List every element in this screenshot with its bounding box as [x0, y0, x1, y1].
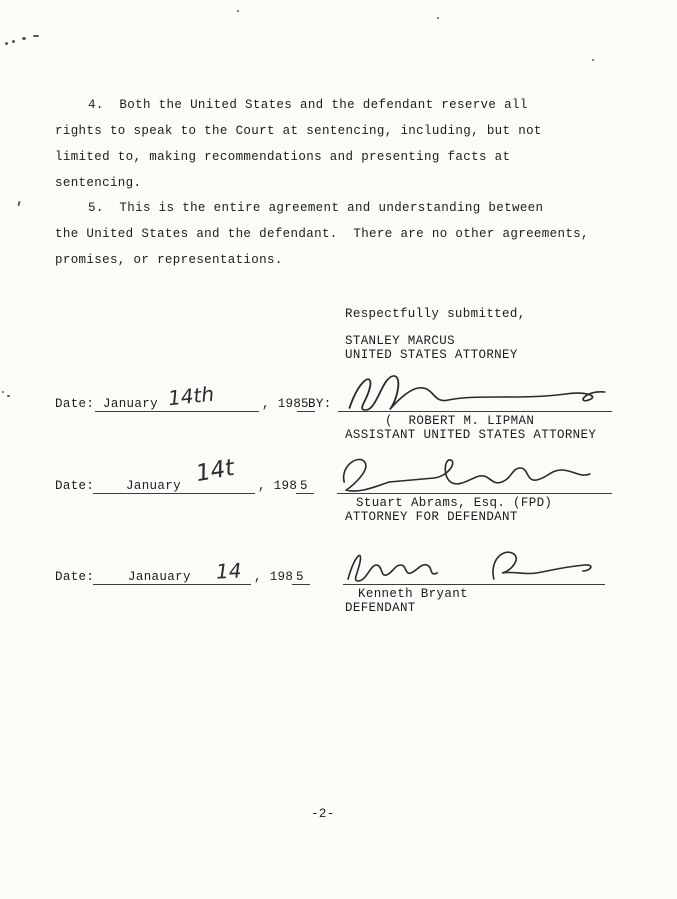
body-text-line: 4. Both the United States and the defendant reserve all [88, 98, 528, 112]
signature-robert-lipman [338, 370, 614, 416]
signature-line [338, 411, 612, 412]
closing-line: Respectfully submitted, [345, 307, 526, 321]
scan-artifact [5, 42, 8, 45]
date-month: Janauary [128, 570, 191, 584]
signer-title: DEFENDANT [345, 601, 416, 615]
date-underline [93, 493, 255, 494]
scan-artifact [33, 35, 39, 37]
scan-artifact [437, 17, 439, 19]
date-underline [95, 411, 259, 412]
date-label: Date: [55, 397, 95, 411]
signature-block-defense-attorney [0, 452, 677, 527]
signer-title: ATTORNEY FOR DEFENDANT [345, 510, 518, 524]
scan-artifact [12, 40, 15, 43]
handwritten-day: 14t [194, 454, 237, 488]
year-underline [296, 493, 314, 494]
year-prefix: , 198 [258, 479, 298, 493]
date-month: January [103, 397, 158, 411]
year-prefix: , 198 [262, 397, 302, 411]
year-underline [292, 584, 310, 585]
body-text-line: promises, or representations. [55, 253, 283, 267]
date-label: Date: [55, 570, 95, 584]
body-text-line: the United States and the defendant. There are no other agreements, [55, 227, 589, 241]
year-underline [297, 411, 315, 412]
scan-artifact [17, 201, 20, 206]
body-text-line: sentencing. [55, 176, 142, 190]
signature-block-defendant [0, 545, 677, 620]
year-digit: 5 [300, 479, 308, 493]
year-prefix: , 198 [254, 570, 294, 584]
handwritten-day: 14th [166, 381, 216, 411]
signer-name: ( ROBERT M. LIPMAN [385, 414, 535, 428]
date-underline [93, 584, 251, 585]
us-attorney-title: UNITED STATES ATTORNEY [345, 348, 518, 362]
signature-line [343, 584, 605, 585]
signer-name: Stuart Abrams, Esq. (FPD) [356, 496, 553, 510]
year-digit: 5 [296, 570, 304, 584]
signature-stuart-abrams [336, 452, 594, 496]
body-text-line: limited to, making recommendations and presenting facts at [55, 150, 511, 164]
scan-artifact [592, 59, 594, 61]
scan-artifact [237, 10, 239, 12]
date-month: January [126, 479, 181, 493]
signature-line [337, 493, 612, 494]
signature-kenneth-bryant [342, 545, 597, 585]
us-attorney-name: STANLEY MARCUS [345, 334, 455, 348]
body-text-line: rights to speak to the Court at sentencing, including, but not [55, 124, 542, 138]
handwritten-day: 14 [215, 558, 243, 584]
body-text-line: 5. This is the entire agreement and understanding between [88, 201, 544, 215]
by-label: BY: [308, 397, 332, 411]
year-digit: 5 [301, 397, 309, 411]
page-number: -2- [311, 807, 335, 821]
signer-title: ASSISTANT UNITED STATES ATTORNEY [345, 428, 597, 442]
date-label: Date: [55, 479, 95, 493]
scan-artifact [22, 37, 26, 40]
signature-block-us-attorney [0, 370, 677, 445]
signer-name: Kenneth Bryant [358, 587, 468, 601]
